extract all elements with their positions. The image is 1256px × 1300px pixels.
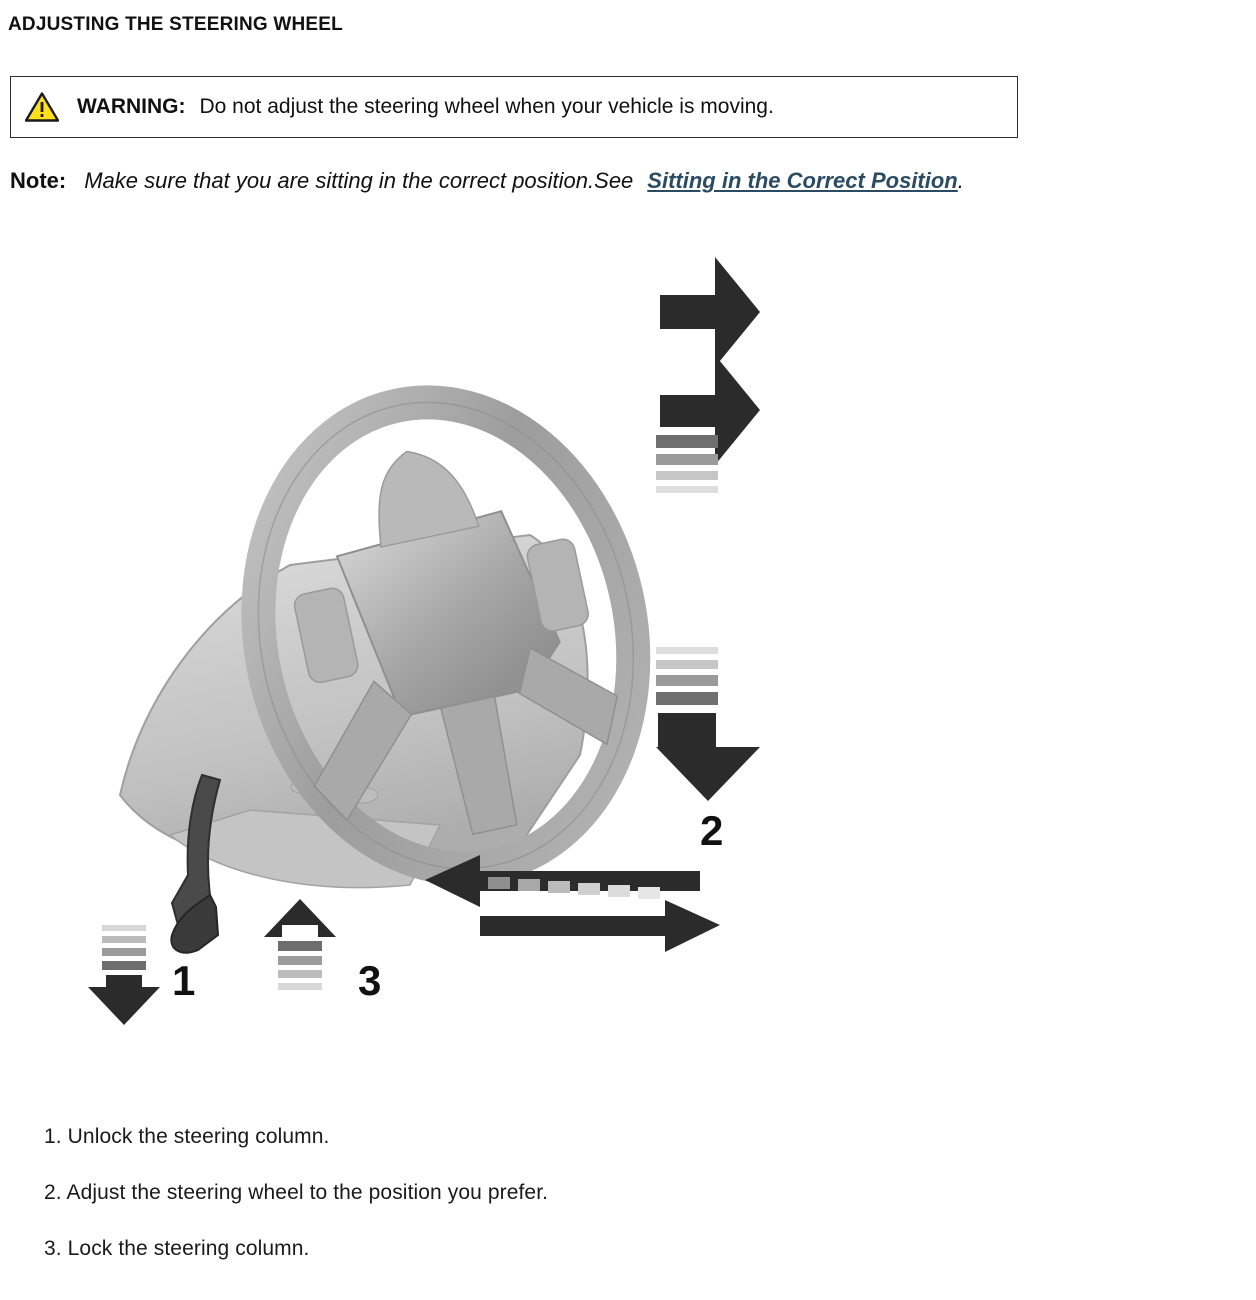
unlock-down-arrow: [88, 925, 160, 1025]
sitting-in-correct-position-link[interactable]: Sitting in the Correct Position: [647, 168, 958, 193]
step-list: [44, 1125, 1044, 1293]
page-title: ADJUSTING THE STEERING WHEEL: [8, 14, 343, 35]
warning-text: Do not adjust the steering wheel when your vehicle is moving.: [199, 95, 774, 118]
tilt-down-arrow: [656, 257, 760, 801]
telescope-arrow: [425, 855, 720, 952]
note-trailing-period: .: [957, 168, 964, 193]
steering-wheel-adjustment-diagram: [60, 235, 880, 1065]
tilt-up-arrow: [656, 355, 760, 493]
list-item: 1. Unlock the steering column.: [44, 1125, 330, 1148]
warning-triangle-icon: [25, 92, 59, 122]
warning-box: [10, 76, 1018, 138]
callout-1: 1: [172, 957, 196, 1004]
note-text: Make sure that you are sitting in the correct position.See: [84, 168, 634, 193]
list-item: 3. Lock the steering column.: [44, 1237, 310, 1260]
callout-2: 2: [700, 807, 724, 854]
note-label: Note:: [10, 168, 67, 193]
list-item: 2. Adjust the steering wheel to the position you prefer.: [44, 1181, 549, 1204]
warning-label: WARNING:: [77, 95, 186, 118]
callout-3: 3: [358, 957, 382, 1004]
lock-up-arrow: [264, 899, 336, 990]
note-row: [10, 168, 1246, 194]
